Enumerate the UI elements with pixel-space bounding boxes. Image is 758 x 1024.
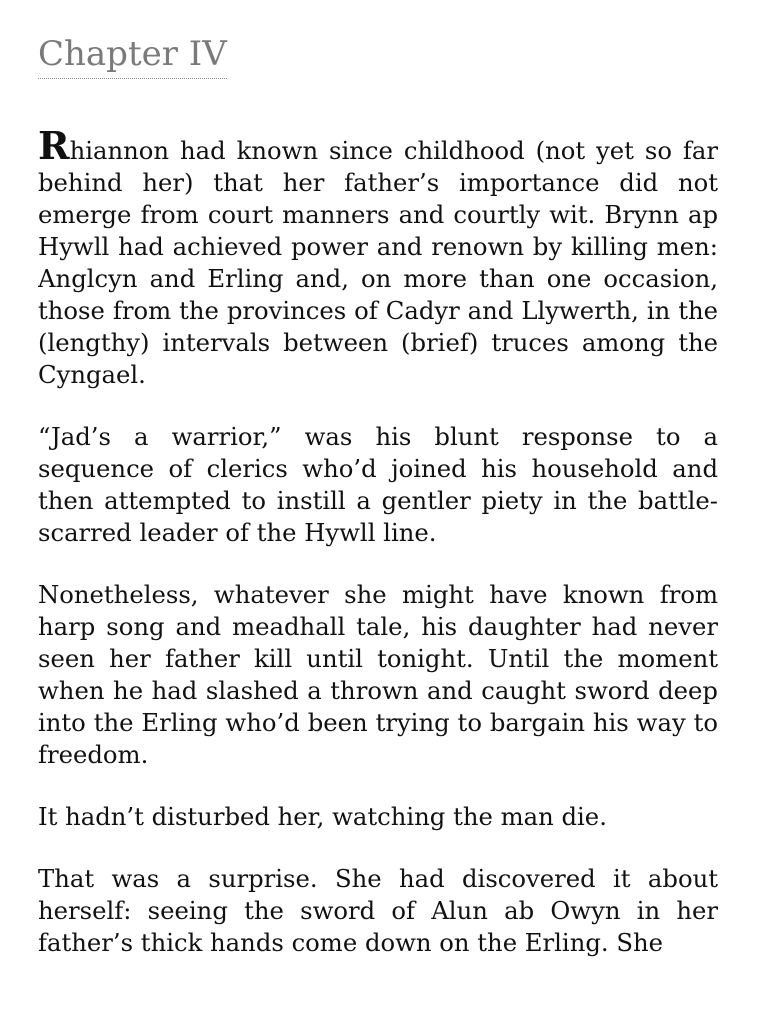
chapter-body: [38, 123, 718, 959]
paragraph-5: That was a surprise. She had discovered it about herself: seeing the sword of Alun ab Owyn in her father’s thick hands come down on the Erling. She: [38, 864, 718, 957]
paragraph-4: It hadn’t disturbed her, watching the man die.: [38, 802, 607, 831]
paragraph-1: [38, 123, 718, 391]
paragraph-2: “Jad’s a warrior,” was his blunt response to a sequence of clerics who’d joined his household and then attempted to instill a gentler piety in the battle-scarred leader of the Hywll line.: [38, 422, 718, 547]
drop-cap: R: [38, 123, 70, 168]
reader-page: [38, 0, 718, 978]
paragraph-3: Nonetheless, whatever she might have known from harp song and meadhall tale, his daughter had never seen her father kill until tonight. Until the moment when he had slashed a thrown and caught sword deep into the Erling who’d been trying to bargain his way to freedom.: [38, 580, 718, 769]
paragraph-1-text: hiannon had known since childhood (not yet so far behind her) that her father’s importance did not emerge from court manners and courtly wit. Brynn ap Hywll had achieved power and renown by killing men: Anglcyn and Erling and, on more than one occasion, those from the provinces of Cadyr and Llywerth, in the (lengthy) intervals between (brief) truces among the Cyngael.: [38, 136, 718, 389]
chapter-title: Chapter IV: [38, 30, 227, 79]
